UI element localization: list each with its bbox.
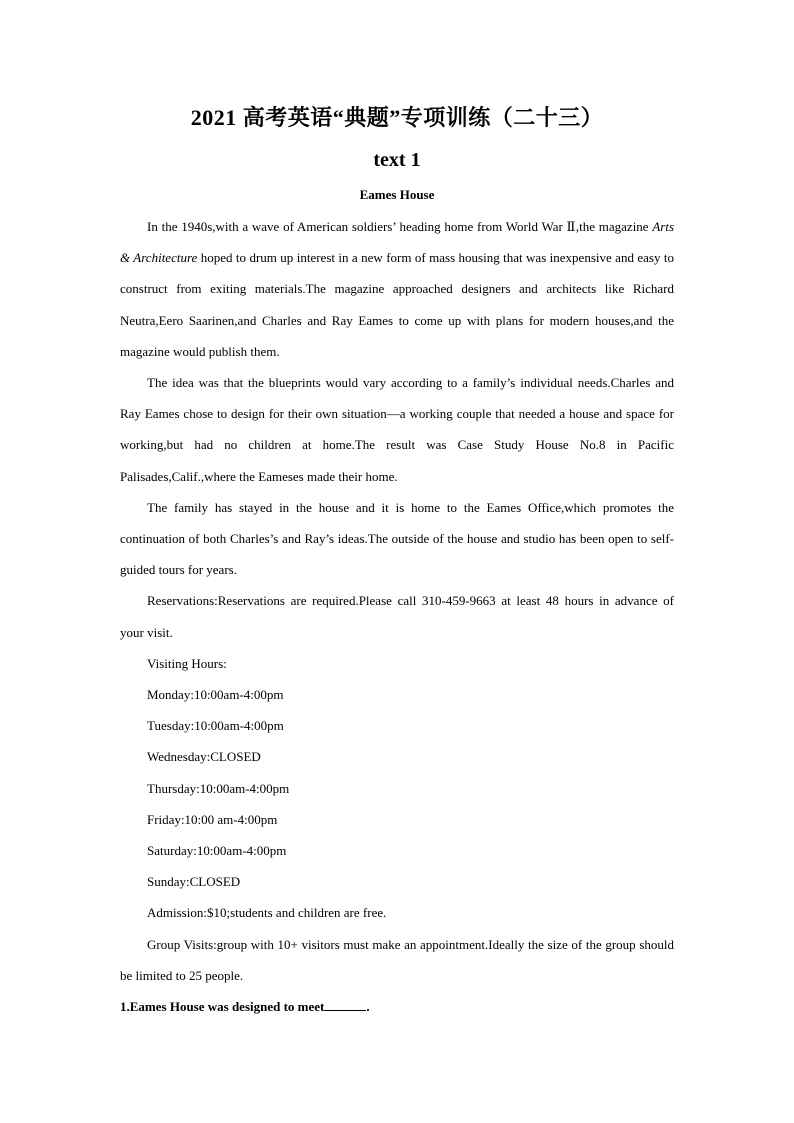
question-text: .Eames House was designed to meet xyxy=(126,999,325,1015)
passage-body xyxy=(120,211,674,1022)
magazine-name: Arts & Architecture xyxy=(120,219,674,266)
paragraph-1 xyxy=(120,211,674,367)
hours-tuesday: Tuesday:10:00am-4:00pm xyxy=(147,718,284,734)
hours-saturday: Saturday:10:00am-4:00pm xyxy=(147,843,287,859)
hours-friday: Friday:10:00 am-4:00pm xyxy=(147,811,278,827)
paragraph-1-before: In the 1940s,with a wave of American soldiers’ heading home from World War Ⅱ,the magazine xyxy=(147,219,653,234)
hours-thursday: Thursday:10:00am-4:00pm xyxy=(147,780,290,796)
passage-heading: Eames House xyxy=(359,187,435,202)
question-number: 1 xyxy=(120,999,127,1015)
answer-blank xyxy=(324,998,366,1011)
visiting-hours-label: Visiting Hours: xyxy=(147,655,227,671)
hours-sunday: Sunday:CLOSED xyxy=(147,874,241,890)
admission-line: Admission:$10;students and children are free. xyxy=(147,905,387,921)
hours-wednesday: Wednesday:CLOSED xyxy=(147,749,261,765)
document-title: 2021 高考英语“典题”专项训练（二十三） xyxy=(190,105,604,130)
question-end: . xyxy=(366,999,370,1015)
question-1 xyxy=(120,991,674,1022)
paragraph-1-after: hoped to drum up interest in a new form of mass housing that was inexpensive and easy to construct from exiting materials.The magazine approached designers and architects like Richard Neutra,Eero Saarinen,and Charles and Ray Eames to come up with plans for modern houses,and the magazine would publish them. xyxy=(120,250,674,359)
text-label: text 1 xyxy=(373,149,421,171)
paragraph-2: The idea was that the blueprints would vary according to a family’s individual needs.Charles and Ray Eames chose to design for their own situation—a working couple that needed a house and space for working,but had no children at home.The result was Case Study House No.8 in Pacific Palisades,Calif.,where the Eameses made their home. xyxy=(120,375,674,484)
hours-monday: Monday:10:00am-4:00pm xyxy=(147,687,284,703)
paragraph-3: The family has stayed in the house and it is home to the Eames Office,which promotes the continuation of both Charles’s and Ray’s ideas.The outside of the house and studio has been open to self-guided tours for years. xyxy=(120,499,674,578)
reservations-paragraph: Reservations:Reservations are required.Please call 310-459-9663 at least 48 hours in advance of your visit. xyxy=(120,593,674,640)
group-visits-paragraph: Group Visits:group with 10+ visitors must make an appointment.Ideally the size of the group should be limited to 25 people. xyxy=(120,936,674,983)
